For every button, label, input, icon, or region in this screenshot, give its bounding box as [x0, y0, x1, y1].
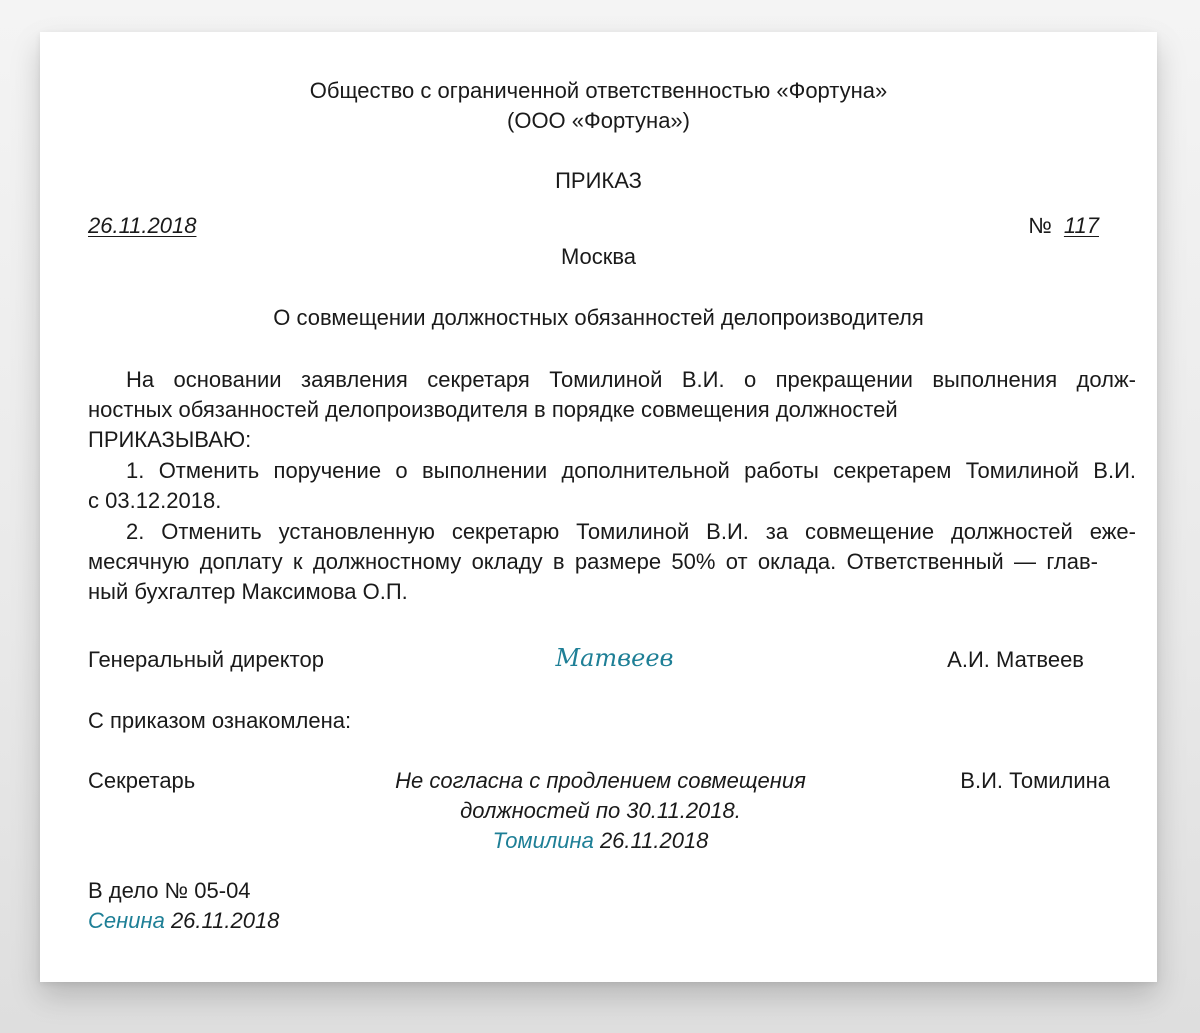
secretary-signature: Томилина	[492, 828, 594, 853]
filing-signature-line	[88, 906, 279, 936]
secretary-note-line-1: Не согласна с продлением совмещения	[395, 768, 806, 793]
director-title: Генеральный директор	[88, 647, 324, 672]
item-2-line-2: месячную доплату к должностному окладу в размере 50% от оклада. Ответственный — глав-	[88, 549, 1098, 574]
secretary-title: Секретарь	[88, 768, 196, 793]
order-number: 117	[1063, 213, 1099, 238]
organization-full-name: Общество с ограниченной ответственностью «Фортуна»	[309, 78, 888, 103]
filing-date: 26.11.2018	[170, 908, 280, 933]
director-name: А.И. Матвеев	[947, 647, 1084, 672]
order-number-label: №	[1028, 213, 1052, 238]
acquainted-label: С приказом ознакомлена:	[88, 708, 352, 733]
preamble-line-2: ностных обязанностей делопроизводителя в порядке совмещения должностей	[88, 397, 898, 422]
secretary-note-line-2: должностей по 30.11.2018.	[460, 798, 741, 823]
director-signature: Матвеев	[555, 644, 674, 672]
order-subject: О совмещении должностных обязанностей делопроизводителя	[273, 305, 924, 330]
document-type-title: ПРИКАЗ	[555, 168, 642, 193]
secretary-name: В.И. Томилина	[960, 768, 1110, 793]
filing-signature: Сенина	[88, 908, 165, 933]
order-number-block	[1028, 211, 1099, 241]
city: Москва	[560, 244, 637, 269]
secretary-sign-date: 26.11.2018	[599, 828, 709, 853]
secretary-signature-line	[40, 826, 1157, 856]
item-2-line-3: ный бухгалтер Максимова О.П.	[88, 579, 408, 604]
item-1-line-1: 1. Отменить поручение о выполнении дополнительной работы секретарем Томилиной В.И.	[126, 458, 1136, 483]
filing-label: В дело № 05-04	[88, 878, 251, 903]
organization-short-name: (ООО «Фортуна»)	[507, 108, 690, 133]
item-2-line-1: 2. Отменить установленную секретарю Томилиной В.И. за совмещение должностей еже-	[126, 519, 1136, 544]
orders-word: ПРИКАЗЫВАЮ:	[88, 427, 252, 452]
preamble-line-1: На основании заявления секретаря Томилиной В.И. о прекращении выполнения долж-	[126, 367, 1136, 392]
item-1-line-2: с 03.12.2018.	[88, 488, 222, 513]
order-date: 26.11.2018	[88, 213, 197, 238]
document-page	[40, 32, 1157, 982]
